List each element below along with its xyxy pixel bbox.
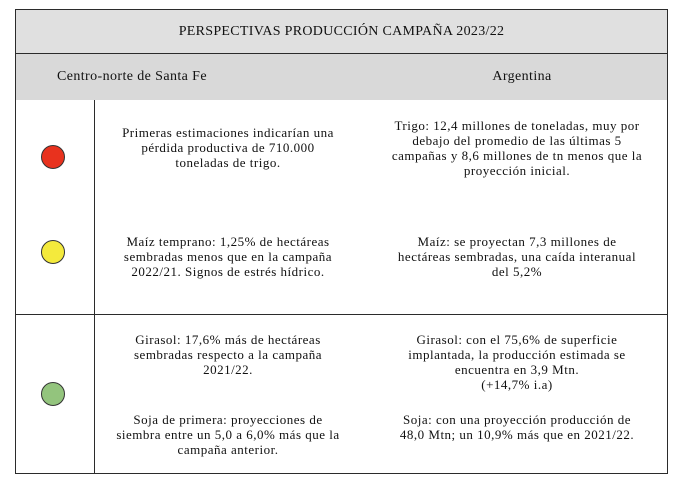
outlook-table <box>15 9 668 474</box>
yellow-indicator <box>41 240 65 264</box>
column-header-region: Centro-norte de Santa Fe <box>57 69 207 84</box>
row-sunflower-region-text: Girasol: 17,6% más de hectáreas sembradas respecto a la campaña 2021/22. <box>133 332 323 377</box>
row-wheat-region-text: Primeras estimaciones indicarían una pérdida productiva de 710.000 toneladas de trigo. <box>122 125 334 170</box>
row-corn-region-text: Maíz temprano: 1,25% de hectáreas sembradas menos que en la campaña 2022/21. Signos de estrés hídrico. <box>123 234 333 279</box>
row-divider <box>16 314 667 315</box>
column-divider <box>94 100 95 473</box>
table-title-text: PERSPECTIVAS PRODUCCIÓN CAMPAÑA 2023/22 <box>178 23 505 39</box>
column-header-country: Argentina <box>492 69 552 84</box>
row-soy-country-text: Soja: con una proyección producción de 48,0 Mtn; un 10,9% más que en 2021/22. <box>399 412 635 442</box>
row-soy-region-text: Soja de primera: proyecciones de siembra entre un 5,0 a 6,0% más que la campaña anterior. <box>116 412 340 457</box>
row-corn-country-text: Maíz: se proyectan 7,3 millones de hectáreas sembradas, una caída interanual del 5,2% <box>397 234 637 279</box>
red-indicator <box>41 145 65 169</box>
green-indicator <box>41 382 65 406</box>
table-title <box>16 10 667 54</box>
row-sunflower-country-text: Girasol: con el 75,6% de superficie implantada, la producción estimada se encuentra en 3,9 Mtn. (+14,7% i.a) <box>408 332 626 392</box>
row-wheat-country-text: Trigo: 12,4 millones de toneladas, muy por debajo del promedio de las últimas 5 campañas y 8,6 millones de tn menos que la proyección inicial. <box>391 118 643 178</box>
column-header-row <box>16 54 667 100</box>
